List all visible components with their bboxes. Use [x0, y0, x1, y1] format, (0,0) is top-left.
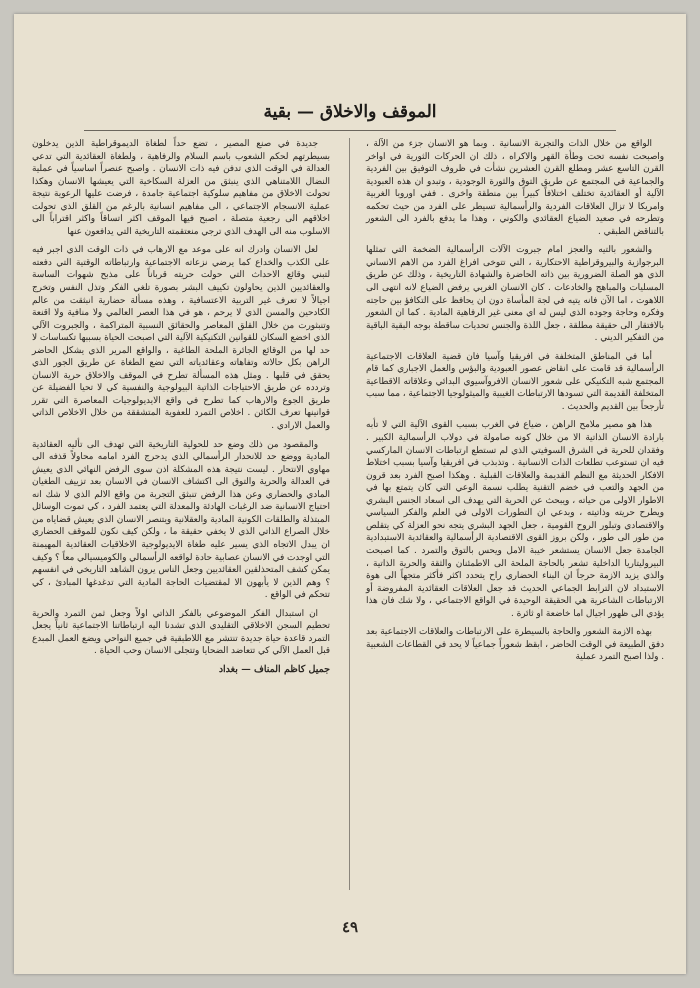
- page-number: ٤٩: [341, 918, 359, 936]
- title-underline: [84, 130, 616, 131]
- article-column-left: [32, 138, 330, 682]
- magazine-page: [14, 14, 686, 974]
- paragraph: والشعور بالتيه والعجز امام جبروت الآلات الرأسمالية الضخمة التي تمثلها البرجوازية والبيروقراطية الاحتكارية ، التي تتوخى افراغ الفرد من الاهم الانساني الذي هو الصلة الضرورية بين ذاته الحاضرة والشهادة التاريخية ، وذلك عن طريق المسليات والمباهج والخادعات . كان الانسان الغربي يرفض الضياع لانه انتهى الى اللاهوت ، اما الآن فانه يتيه في لجة المأساة دون ان يحافظ على التكافؤ بين حاجته وفكره وحاجة وجوده الذي ليس له اي معنى غير الرفاهية المادية . كما ان الشعور بالافتقار الى حقيقة مطلقة ، جعل اللذة والجنس تحديات ساقطة بوجه البقية الباقية من التفكير الديني .: [366, 245, 664, 344]
- paragraph: أما في المناطق المتخلفة في افريقيا وآسيا فان قضية العلاقات الاجتماعية الرأسمالية قد قامت على انقاض عصور العبودية والبؤس والعمل الاجباري كما قام المجتمع شبه التكنيكي على شعور الانسان الافروآسيوي البدائي وعلاقاته الاقطاعية المتخلفة القديمة التي تسودها الارتباطات الغيبية والميثولوجيا الاجتماعية ، مما سبب تأرجحاً بين القديم والحديث .: [366, 351, 664, 412]
- paragraph: لعل الانسان وادرك انه على موعد مع الارهاب في ذات الوقت الذي اجبر فيه على الكذب والخداع كما يرضي نزعاته الاجتماعية وارتباطاته الوقتية التي دفعته لتبني وقائع الاحداث التي حولت حريته قرباناً على مذبح شهوات الساسة والعقائديين الذين يحاولون تكييف البشر بصورة تلغي الفكر وتذل النفس وتخرج اجيالاً لا تعرف غير التربية الاعتسافية ، وهذه مسألة حضارية انبثقت من عالم الكادحين والمسن الذي لا يرحم ، هو في هذا العصر العالمي ولا منافية ولا اقنعة وتنبثورت من خلال القلق المعاصر والحقائق النسبية المتراكمة ، والجبروت الآلي الذي اخضع السكان للقوانين التكنيكية الآلية التي اصبحت الحياة بسببها تكساسات لا حد لها من الوقائع الجائرة الملحة الطاغية ، والواقع المرير الذي يشكل الحاضر الراهن بكل حالاته وتفاهاته وعقائدياته التي تضع الطغاة عن طريق الجور الذي يحقق في قلبها . ومثل هذه المسألة تطرح في الموقف والاخلاق حرية الانسان وتردده عن طريق الاحتياجات الذاتية البيولوجية والنفسية كي لا تحيا الفضيلة عن طريق الجوع والارهاب كما تطرح في واقع الايديولوجيات المعاصرة التي تقرر قوانينها تعرف الكائن . اخلاص التمرد للعفوية المتشققة من خلال الاخلاص الذاتي والعمل الارادي .: [32, 245, 330, 432]
- paragraph: هذا هو مصير ملامح الراهن ، ضياع في الغرب بسبب القوى الآلية التي لا تأبه بارادة الانسان الذاتية الا من خلال كونه صامولة في دولاب الرأسمالية الكبير . وفقدان للحرية في الشرق السوفيتي الذي لم تستطع ارتباطات الانسان الماركسي فيه ان تستوعب تطلعات الذات الانسانية . وتذبذب في افريقيا وآسيا بسبب اختلاط الافكار الحديثة مع النظم القديمة والعلاقات القبلية . وهكذا اصبح الفرد بعد قرون من الجهد والتعب في خضم التقنية يطلب نسمة الوعي التي كان يتمتع بها في الاطوار الاولى من حياته ، ويبحث عن الحرية التي يهدف الى اسعاد الجنس البشري ويطرح حريته وذاتيته ، وبدعي ان التطورات الاولى في العلم والفكر السياسي والاقتصادي وتبلور الروح القومية ، جعل الجهد البشري يتجه نحو العزلة كي يتقلص من طور الى طور ، ولكن بروز القوى الاقتصادية الرأسمالية والعقائدية الاستبدادية الجامدة جعل الانسان يستشعر خيبة الامل ويحس بالتوق والتمرد . كما اصبحت البيروليتاريا الداخلية تشعر بالحاجة الملحة الى الاطمئنان والثقة والحرية الذاتية ، والذي يزيد الازمة حرجاً ان البناء الحضاري راح يتحدد اكثر فأكثر متجهاً الى هوة الاستبداد لان الترابط الجماعي الحديث قد جعل العلاقات العقائدية المفروضة أو الارتباطات الشاعرية هي الحقيقة الوحيدة في الواقع الاجتماعي ، ولا شك فان هذا يؤدي الى ظهور اجيال اما خاضعة او ثائرة .: [366, 420, 664, 619]
- paragraph: الواقع من خلال الذات والتجربة الانسانية . وبما هو الانسان جزء من الآلة ، واصبحت نفسه تحت وطأة القهر والاكراه ، ذلك ان الحركات الثورية في اواخر القرن التاسع عشر ومطلع القرن العشرين نشأت في ظروف التوفيق بين الفردية والجماعية في المجتمع عن طريق التوق والثورة الوجودية ، وتبدو ان هذه العبودية الآلية أو العقائدية تختلف اختلافاً كبيراً بين منطقة واخرى . ففي اوروبا الغربية وامريكا لا تزال العلاقات الفردية والرأسمالية تسيطر على الفرد من حيث تحكمه وتطرحه في صعيد الضياع العقائدي والكوني ، وهذا ما يدفع بالفرد الى الشعور بالتناقض الطبقي .: [366, 139, 664, 237]
- article-column-right: [366, 138, 664, 670]
- column-divider: [349, 138, 350, 890]
- article-title: الموقف والاخلاق — بقية: [263, 102, 437, 122]
- paragraph: جديدة في صنع المصير ، تضع حداً لطغاة الديموقراطية الذين يدخلون بسيطرتهم لحكم الشعوب باسم السلام والرفاهية ، ولطغاة العقائدية التي تدعي العدالة في الوقت الذي تدفن فيه ذات الانسان . واصبح عنصراً اساسياً في عملية النضال اللامتناهي الذي ينبثق من العزلة السكاخية التي يعيشها الانسان وهكذا تحولت الاخلاق من مفاهيم سلوكية اجتماعية جامدة ، فرضت عليها الرعوية نتيجة عملية الانسجام الاجتماعي ، الى مفاهيم انسانية بالرغم من القلق الذي تحولت اخلاقهم الى رجعية متصلة ، اصبح فيها الموقف اكثر اتساقاً واكثر اقتراباً الى الاسلوب منه الى الهدف الذي ترجي منعتقمته التاريخية التي يدافعون عنها: [32, 139, 330, 237]
- author-signature: جميل كاظم المناف — بغداد: [218, 663, 330, 675]
- paragraph: بهذه الازمة الشعور والحاجة بالسيطرة على الارتباطات والعلاقات الاجتماعية بعد دفق الطبيعة في الوقت الحاضر ، ابقظ شعوراً جماعياً لا يحد في القطاعات الشعبية . ولذا اصبح التمرد عملية: [366, 627, 664, 663]
- paragraph: والمقصود من ذلك وضع حد للحولية التاريخية التي تهدف الى تأليه العقائدية المادية ووضع حد للانحدار الرأسمالي الذي يدحرج الفرد امامه محاولاً قذفه الى مهاوي الانتحار . ليست نتيجة هذه المشكلة اذن سوى الرفض النهائي الذي يعيش في العدالة والحرية والتوق الى اكتشاف الانسان في الانسان بعد تزييف الطغيان المادي والحضاري وعن هذا الرفض تنبثق التجربة من واقع الالم الذي لا شك انه احتياج الانسانية ضد الرغبات الهادئة والمعدلة التي يعتمد الفرد ، كي تموت الوسائل المبتذلة والطلقات الكونية المادية والعقلانية ويتنصر الانسان الذي يعيش قضاياه من خلال الصراع الذاتي الذي لا يخفي حقيقة ما ، ولكن كيف نكون للموقف الحضاري ان يبدل الاتجاه الذي يسير عليه طغاة الايديولوجية الاخلاقيات العقائدية المهيمنة التي اوجدت في الانسان عصابية حادة لواقعه الرأسمالي والكوميسيالي معاً ؟ وكيف يمكن كشف المتحذلقين العقائديين وجعل الناس يرون الشاهد التاريخي في انفسهم ؟ وهم الذين لا يأبهون الا لمقتضيات الحاجة المادية التي تدغدغها المبادئ ، كي تتحكم في الواقع .: [32, 439, 330, 601]
- paragraph: ان استبدال الفكر الموضوعي بالفكر الذاتي اولاً وجعل ثمن التمرد والحرية تحطيم السجن الاخلاقي التقليدي الذي تشدنا اليه ارتباطاتنا الاجتماعية ثانياً يجعل التمرد قاعدة حياة جديدة تنتشر مع اللاطبقية في جميع النواحي ويضع العمل المبدع قبل العمل الآلي كي تتعاضد الضحايا وتتجلى الانسان وحب الحياة .: [32, 608, 330, 657]
